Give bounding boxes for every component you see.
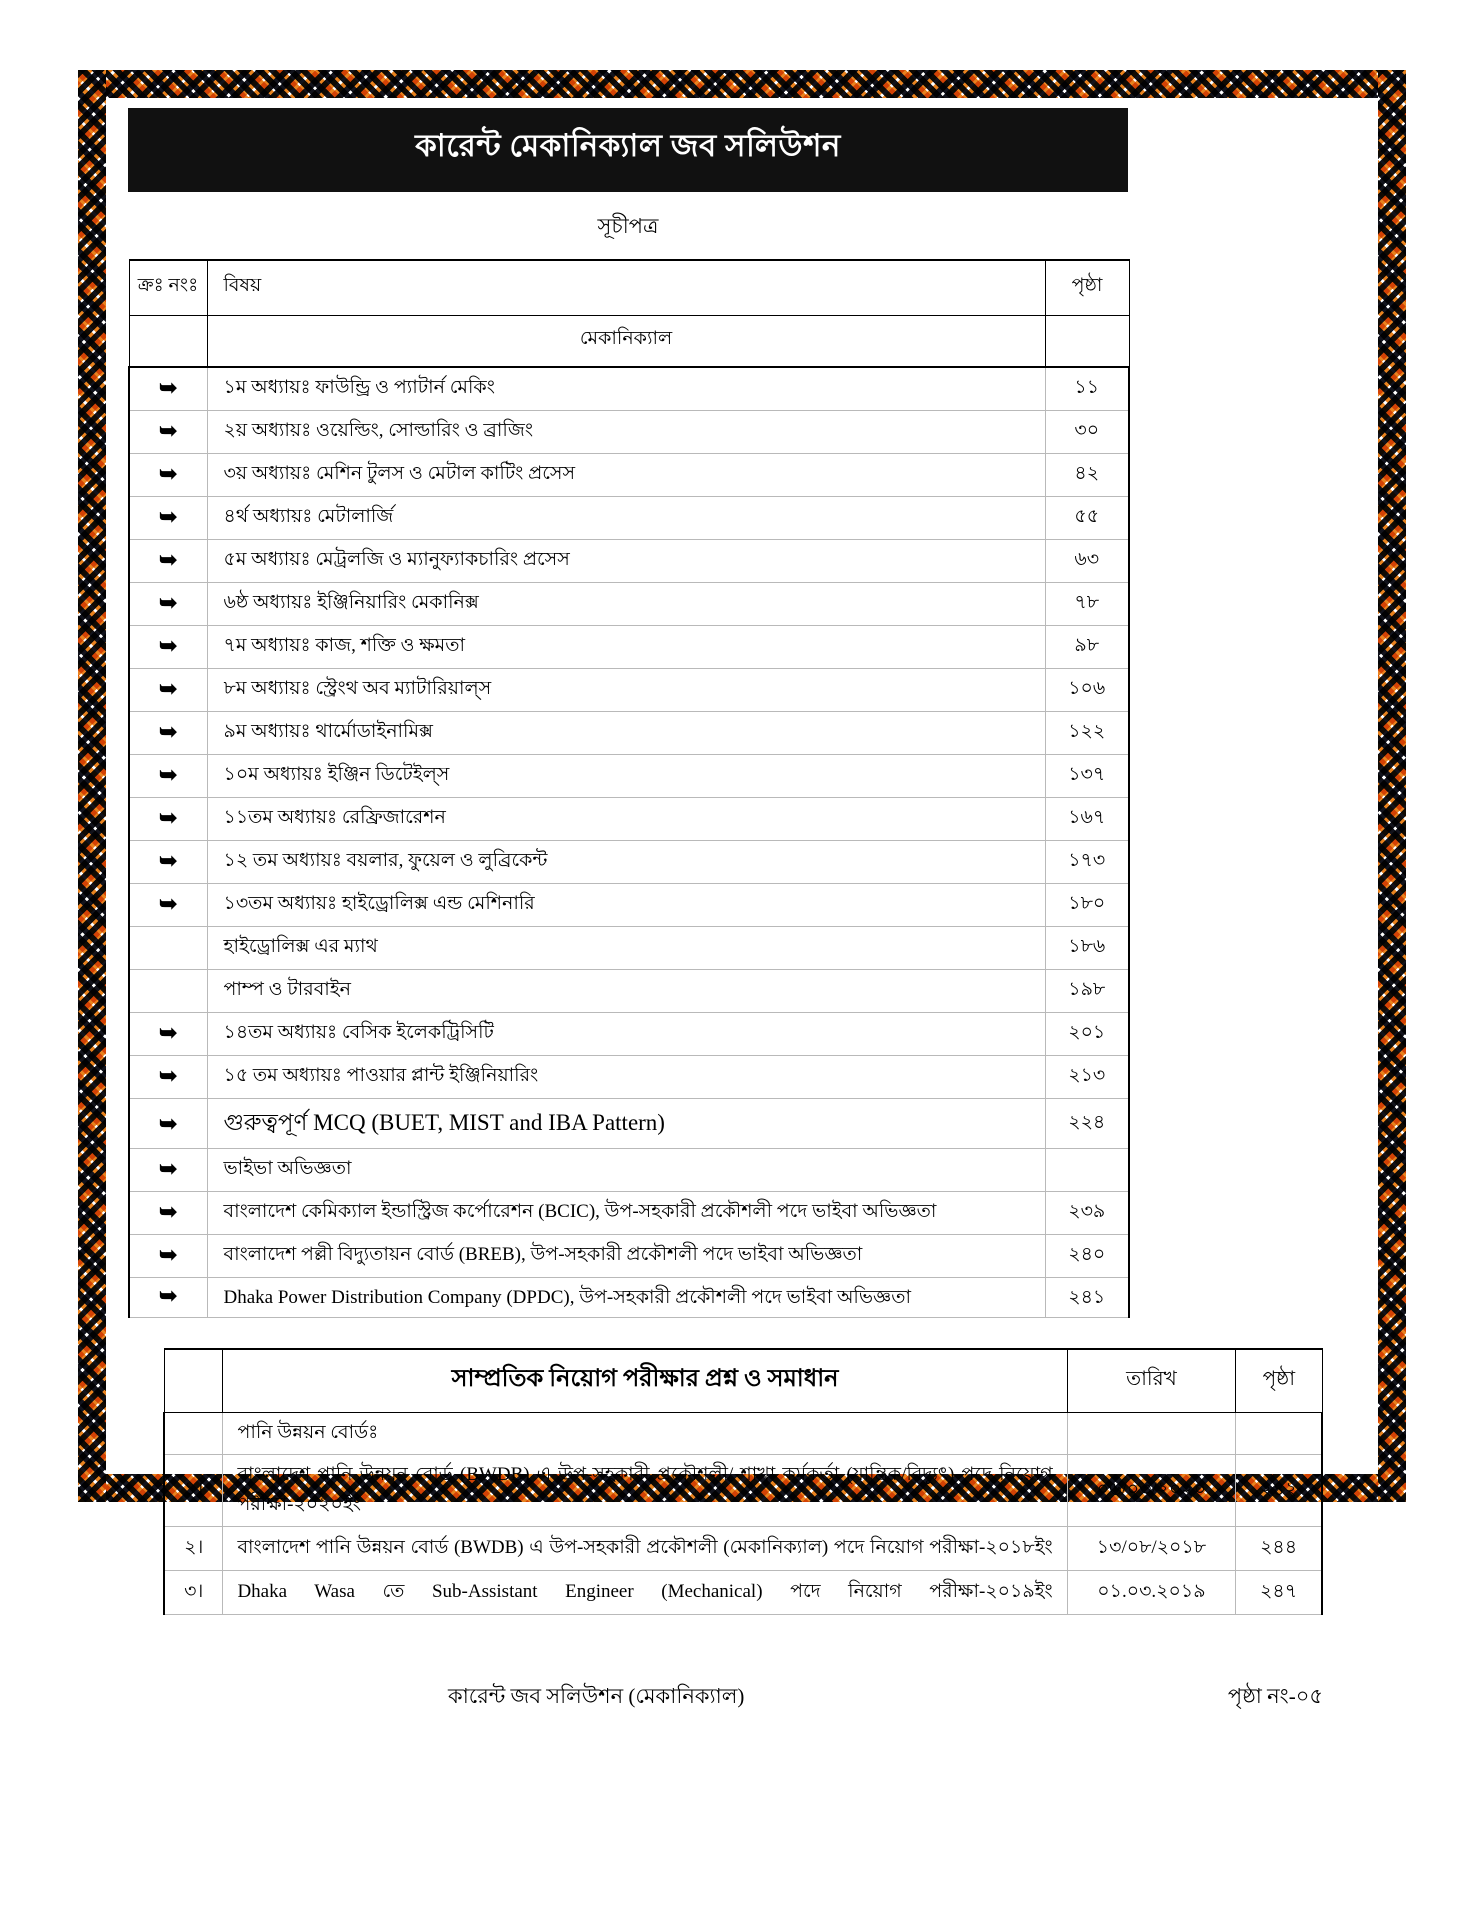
- toc-row-bullet: [129, 411, 207, 454]
- arrow-bullet-icon: ➥: [159, 719, 178, 744]
- arrow-bullet-icon: ➥: [159, 891, 178, 916]
- toc-row-page: ২৪১: [1045, 1278, 1129, 1318]
- exam-row-serial: ১।: [164, 1454, 223, 1526]
- toc-row-subject: ২য় অধ্যায়ঃ ওয়েল্ডিং, সোল্ডারিং ও ব্রাজিং: [207, 411, 1045, 454]
- table-row: [129, 1235, 1129, 1278]
- toc-header-subject: বিষয়: [207, 260, 1045, 316]
- table-row: [164, 1570, 1322, 1614]
- toc-row-bullet: [129, 712, 207, 755]
- border-left-ornament: [78, 70, 106, 1502]
- arrow-bullet-icon: ➥: [159, 547, 178, 572]
- toc-row-page: ১১: [1045, 367, 1129, 411]
- toc-viva-section: [129, 1149, 1129, 1318]
- table-row: [129, 669, 1129, 712]
- arrow-bullet-icon: ➥: [159, 1156, 178, 1181]
- arrow-bullet-icon: ➥: [159, 805, 178, 830]
- toc-section-row: [129, 316, 1129, 368]
- table-row: [129, 1149, 1129, 1192]
- toc-row-bullet: [129, 454, 207, 497]
- arrow-bullet-icon: ➥: [159, 1199, 178, 1224]
- arrow-bullet-icon: ➥: [159, 504, 178, 529]
- toc-row-bullet: [129, 1149, 207, 1192]
- exam-row-subject: বাংলাদেশ পানি উন্নয়ন বোর্ড (BWDB) এ উপ-সহকারী প্রকৌশলী/ শাখা কর্মকর্তা (যান্ত্রিক/বিদ্যুৎ) পদে নিয়োগ পরীক্ষা-২০২০ইং: [223, 1454, 1067, 1526]
- table-row: [129, 411, 1129, 454]
- toc-row-bullet: [129, 884, 207, 927]
- toc-row-subject: ৮ম অধ্যায়ঃ স্ট্রেংথ অব ম্যাটারিয়াল্স: [207, 669, 1045, 712]
- exam-group-serial: [164, 1413, 223, 1454]
- toc-row-page: ১৬৭: [1045, 798, 1129, 841]
- toc-row-subject: ভাইভা অভিজ্ঞতা: [207, 1149, 1045, 1192]
- arrow-bullet-icon: ➥: [159, 1020, 178, 1045]
- toc-row-subject: ১৫ তম অধ্যায়ঃ পাওয়ার প্লান্ট ইঞ্জিনিয়ারিং: [207, 1056, 1045, 1099]
- recent-exam-table: [163, 1348, 1323, 1614]
- toc-row-page: ২২৪: [1045, 1099, 1129, 1149]
- toc-row-bullet: [129, 841, 207, 884]
- table-row: [129, 1278, 1129, 1318]
- toc-header-serial: ক্রঃ নংঃ: [129, 260, 207, 316]
- toc-row-page: ৯৮: [1045, 626, 1129, 669]
- toc-row-page: ১০৬: [1045, 669, 1129, 712]
- border-top-ornament: [78, 70, 1406, 98]
- exam-group-date: [1067, 1413, 1235, 1454]
- arrow-bullet-icon: ➥: [159, 418, 178, 443]
- arrow-bullet-icon: ➥: [159, 848, 178, 873]
- arrow-bullet-icon: ➥: [159, 1283, 178, 1308]
- toc-section-page: [1045, 316, 1129, 368]
- arrow-bullet-icon: ➥: [159, 375, 178, 400]
- table-row: [129, 626, 1129, 669]
- arrow-bullet-icon: ➥: [159, 590, 178, 615]
- toc-row-subject: Dhaka Power Distribution Company (DPDC), উপ-সহকারী প্রকৌশলী পদে ভাইবা অভিজ্ঞতা: [207, 1278, 1045, 1318]
- toc-header-page: পৃষ্ঠা: [1045, 260, 1129, 316]
- toc-rows: [129, 367, 1129, 1099]
- toc-row-bullet: [129, 367, 207, 411]
- toc-header-row: [129, 260, 1129, 316]
- exam-header-row: [164, 1349, 1322, 1413]
- table-row: [129, 884, 1129, 927]
- toc-heading: সূচীপত্র: [597, 214, 659, 238]
- toc-row-page: ৩০: [1045, 411, 1129, 454]
- footer-center-text: কারেন্ট জব সলিউশন (মেকানিক্যাল): [448, 1684, 745, 1708]
- arrow-bullet-icon: ➥: [159, 1242, 178, 1267]
- toc-row-bullet: [129, 1099, 207, 1149]
- toc-row-bullet: [129, 626, 207, 669]
- toc-section-label: মেকানিক্যাল: [207, 316, 1045, 368]
- toc-row-bullet: [129, 1013, 207, 1056]
- toc-row-subject: ১৪তম অধ্যায়ঃ বেসিক ইলেকট্রিসিটি: [207, 1013, 1045, 1056]
- toc-row-page: ১৮৬: [1045, 927, 1129, 970]
- toc-mcq-row: [129, 1099, 1129, 1149]
- table-row: [129, 755, 1129, 798]
- table-row: [129, 927, 1129, 970]
- exam-group-label: পানি উন্নয়ন বোর্ডঃ: [223, 1413, 1067, 1454]
- border-right-ornament: [1378, 70, 1406, 1502]
- toc-row-page: ১২২: [1045, 712, 1129, 755]
- toc-row-page: ৭৮: [1045, 583, 1129, 626]
- exam-row-page: ২৪২: [1236, 1454, 1322, 1526]
- book-title: কারেন্ট মেকানিক্যাল জব সলিউশন: [128, 108, 1128, 192]
- table-row: [129, 1013, 1129, 1056]
- toc-row-subject: ৬ষ্ঠ অধ্যায়ঃ ইঞ্জিনিয়ারিং মেকানিক্স: [207, 583, 1045, 626]
- table-row: [129, 798, 1129, 841]
- table-of-contents: [128, 259, 1130, 1318]
- arrow-bullet-icon: ➥: [159, 461, 178, 486]
- toc-row-subject: গুরুত্বপূর্ণ MCQ (BUET, MIST and IBA Pattern): [207, 1099, 1045, 1149]
- table-row: [129, 1056, 1129, 1099]
- toc-row-bullet: [129, 1278, 207, 1318]
- toc-row-bullet: [129, 1056, 207, 1099]
- exam-group-row: [164, 1413, 1322, 1454]
- toc-row-page: ২১৩: [1045, 1056, 1129, 1099]
- table-row: [129, 583, 1129, 626]
- arrow-bullet-icon: ➥: [159, 676, 178, 701]
- toc-row-bullet: [129, 970, 207, 1013]
- exam-header-page: পৃষ্ঠা: [1236, 1349, 1322, 1413]
- toc-row-page: ২০১: [1045, 1013, 1129, 1056]
- table-row: [129, 841, 1129, 884]
- table-row: [129, 454, 1129, 497]
- exam-header-serial: [164, 1349, 223, 1413]
- table-row: [129, 1192, 1129, 1235]
- exam-row-subject: বাংলাদেশ পানি উন্নয়ন বোর্ড (BWDB) এ উপ-সহকারী প্রকৌশলী (মেকানিক্যাল) পদে নিয়োগ পরীক্ষা-২০১৮ইং: [223, 1526, 1067, 1570]
- toc-row-subject: ১ম অধ্যায়ঃ ফাউন্ড্রি ও প্যাটার্ন মেকিং: [207, 367, 1045, 411]
- footer-page-number: পৃষ্ঠা নং-০৫: [1227, 1684, 1323, 1708]
- table-row: [129, 970, 1129, 1013]
- exam-header-date: তারিখ: [1067, 1349, 1235, 1413]
- toc-row-page: ৫৫: [1045, 497, 1129, 540]
- toc-row-page: ৬৩: [1045, 540, 1129, 583]
- toc-row-subject: হাইড্রোলিক্স এর ম্যাথ: [207, 927, 1045, 970]
- toc-row-subject: ৪র্থ অধ্যায়ঃ মেটালার্জি: [207, 497, 1045, 540]
- table-row: [129, 367, 1129, 411]
- toc-row-subject: বাংলাদেশ পল্লী বিদ্যুতায়ন বোর্ড (BREB), উপ-সহকারী প্রকৌশলী পদে ভাইবা অভিজ্ঞতা: [207, 1235, 1045, 1278]
- toc-row-subject: বাংলাদেশ কেমিক্যাল ইন্ডাস্ট্রিজ কর্পোরেশন (BCIC), উপ-সহকারী প্রকৌশলী পদে ভাইবা অভিজ্ঞতা: [207, 1192, 1045, 1235]
- exam-header-title: সাম্প্রতিক নিয়োগ পরীক্ষার প্রশ্ন ও সমাধান: [223, 1349, 1067, 1413]
- table-row: [129, 540, 1129, 583]
- exam-row-date: ১৩/০৮/২০১৮: [1067, 1526, 1235, 1570]
- toc-row-bullet: [129, 583, 207, 626]
- toc-row-subject: ৭ম অধ্যায়ঃ কাজ, শক্তি ও ক্ষমতা: [207, 626, 1045, 669]
- toc-row-subject: ৩য় অধ্যায়ঃ মেশিন টুলস ও মেটাল কাটিং প্রসেস: [207, 454, 1045, 497]
- toc-row-page: ২৩৯: [1045, 1192, 1129, 1235]
- arrow-bullet-icon: ➥: [159, 1063, 178, 1088]
- toc-row-bullet: [129, 669, 207, 712]
- toc-row-subject: ৫ম অধ্যায়ঃ মেট্রলজি ও ম্যানুফ্যাকচারিং প্রসেস: [207, 540, 1045, 583]
- arrow-bullet-icon: ➥: [159, 762, 178, 787]
- exam-row-date: ০৬/০৩/২০২০: [1067, 1454, 1235, 1526]
- toc-row-bullet: [129, 497, 207, 540]
- exam-row-page: ২৪৪: [1236, 1526, 1322, 1570]
- table-row: [164, 1454, 1322, 1526]
- arrow-bullet-icon: ➥: [159, 1110, 178, 1136]
- toc-row-subject: ১২ তম অধ্যায়ঃ বয়লার, ফুয়েল ও লুব্রিকেন্ট: [207, 841, 1045, 884]
- toc-row-subject: ১১তম অধ্যায়ঃ রেফ্রিজারেশন: [207, 798, 1045, 841]
- toc-row-page: [1045, 1149, 1129, 1192]
- toc-row-bullet: [129, 540, 207, 583]
- table-row: [164, 1526, 1322, 1570]
- exam-rows: [164, 1454, 1322, 1614]
- toc-row-page: ২৪০: [1045, 1235, 1129, 1278]
- toc-row-page: ১৭৩: [1045, 841, 1129, 884]
- toc-row-page: ১৯৮: [1045, 970, 1129, 1013]
- exam-row-page: ২৪৭: [1236, 1570, 1322, 1614]
- exam-row-date: ০১.০৩.২০১৯: [1067, 1570, 1235, 1614]
- toc-mcq-section: [129, 1099, 1129, 1149]
- exam-row-serial: ৩।: [164, 1570, 223, 1614]
- exam-row-subject: Dhaka Wasa তে Sub-Assistant Engineer (Mechanical) পদে নিয়োগ পরীক্ষা-২০১৯ইং: [223, 1570, 1067, 1614]
- toc-row-page: ১৮০: [1045, 884, 1129, 927]
- toc-row-bullet: [129, 1235, 207, 1278]
- toc-row-bullet: [129, 755, 207, 798]
- toc-section-serial: [129, 316, 207, 368]
- table-row: [129, 712, 1129, 755]
- toc-row-subject: ১০ম অধ্যায়ঃ ইঞ্জিন ডিটেইল্স: [207, 755, 1045, 798]
- arrow-bullet-icon: ➥: [159, 633, 178, 658]
- toc-row-subject: পাম্প ও টারবাইন: [207, 970, 1045, 1013]
- table-row: [129, 497, 1129, 540]
- toc-row-bullet: [129, 798, 207, 841]
- page-content: [128, 108, 1358, 1615]
- toc-row-page: ৪২: [1045, 454, 1129, 497]
- toc-row-subject: ৯ম অধ্যায়ঃ থার্মোডাইনামিক্স: [207, 712, 1045, 755]
- toc-row-page: ১৩৭: [1045, 755, 1129, 798]
- exam-group-page: [1236, 1413, 1322, 1454]
- exam-row-serial: ২।: [164, 1526, 223, 1570]
- toc-row-subject: ১৩তম অধ্যায়ঃ হাইড্রোলিক্স এন্ড মেশিনারি: [207, 884, 1045, 927]
- toc-row-bullet: [129, 1192, 207, 1235]
- toc-row-bullet: [129, 927, 207, 970]
